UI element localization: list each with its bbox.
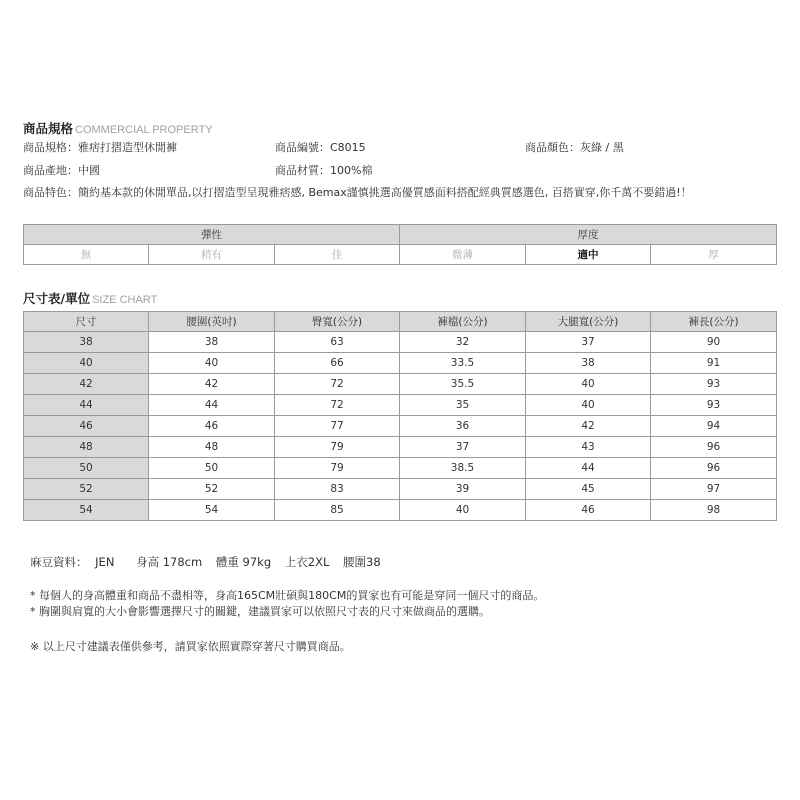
model-info bbox=[30, 554, 391, 570]
size-label-cell: 38 bbox=[24, 332, 149, 353]
elasticity-option: 稍有 bbox=[149, 245, 275, 265]
size-table-body bbox=[24, 332, 777, 521]
size-value-cell: 46 bbox=[526, 500, 651, 521]
size-value-cell: 38 bbox=[149, 332, 275, 353]
size-value-cell: 37 bbox=[400, 437, 526, 458]
size-value-cell: 46 bbox=[149, 416, 275, 437]
size-value-cell: 40 bbox=[149, 353, 275, 374]
size-table-row bbox=[24, 353, 777, 374]
size-value-cell: 52 bbox=[149, 479, 275, 500]
size-value-cell: 93 bbox=[651, 395, 777, 416]
size-value-cell: 44 bbox=[526, 458, 651, 479]
note-line-2: * 胸圍與肩寬的大小會影響選擇尺寸的關鍵，建議買家可以依照尺寸表的尺寸來做商品的選購。 bbox=[30, 605, 490, 618]
spec-code: 商品編號：C8015 bbox=[275, 141, 366, 154]
size-value-cell: 35.5 bbox=[400, 374, 526, 395]
model-top-size: 上衣2XL bbox=[284, 555, 330, 569]
size-table-header-row bbox=[24, 312, 777, 332]
size-value-cell: 72 bbox=[275, 374, 400, 395]
size-value-cell: 33.5 bbox=[400, 353, 526, 374]
model-height: 身高 178cm bbox=[136, 555, 203, 569]
size-table-row bbox=[24, 458, 777, 479]
size-label-cell: 44 bbox=[24, 395, 149, 416]
size-value-cell: 42 bbox=[526, 416, 651, 437]
size-value-cell: 91 bbox=[651, 353, 777, 374]
size-chart-title bbox=[23, 291, 157, 307]
spec-title: 商品規格 bbox=[23, 121, 74, 136]
size-value-cell: 77 bbox=[275, 416, 400, 437]
size-value-cell: 83 bbox=[275, 479, 400, 500]
size-table-row bbox=[24, 500, 777, 521]
size-value-cell: 79 bbox=[275, 458, 400, 479]
hip-header: 臀寬(公分) bbox=[275, 312, 400, 332]
property-table bbox=[23, 224, 777, 265]
size-value-cell: 98 bbox=[651, 500, 777, 521]
size-value-cell: 48 bbox=[149, 437, 275, 458]
spec-origin: 商品產地：中國 bbox=[23, 164, 100, 177]
length-header: 褲長(公分) bbox=[651, 312, 777, 332]
spec-style: 商品規格：雅痞打摺造型休閒褲 bbox=[23, 141, 177, 154]
model-name: JEN bbox=[95, 555, 115, 569]
property-header-row bbox=[24, 225, 777, 245]
size-value-cell: 40 bbox=[526, 374, 651, 395]
size-value-cell: 94 bbox=[651, 416, 777, 437]
size-value-cell: 38 bbox=[526, 353, 651, 374]
spec-color: 商品顏色：灰綠 / 黑 bbox=[525, 141, 624, 154]
rise-header: 褲檔(公分) bbox=[400, 312, 526, 332]
size-value-cell: 38.5 bbox=[400, 458, 526, 479]
size-value-cell: 50 bbox=[149, 458, 275, 479]
size-table-row bbox=[24, 374, 777, 395]
size-table-row bbox=[24, 416, 777, 437]
elasticity-option: 佳 bbox=[275, 245, 400, 265]
thickness-header: 厚度 bbox=[400, 225, 777, 245]
elasticity-header: 彈性 bbox=[24, 225, 400, 245]
size-value-cell: 43 bbox=[526, 437, 651, 458]
size-chart-title-text: 尺寸表/單位 bbox=[23, 291, 91, 306]
size-table bbox=[23, 311, 777, 521]
thickness-option: 厚 bbox=[651, 245, 777, 265]
thickness-option: 微薄 bbox=[400, 245, 526, 265]
waist-header: 腰圍(英吋) bbox=[149, 312, 275, 332]
size-value-cell: 40 bbox=[526, 395, 651, 416]
thigh-header: 大腿寬(公分) bbox=[526, 312, 651, 332]
size-value-cell: 96 bbox=[651, 437, 777, 458]
elasticity-option: 無 bbox=[24, 245, 149, 265]
spec-feature: 商品特色：簡約基本款的休閒單品,以打摺造型呈現雅痞感, Bemax謹慎挑選高優質感面料搭配經典質感選色, 百搭實穿,你千萬不要錯過!！ bbox=[23, 186, 692, 199]
note-line-1: * 每個人的身高體重和商品不盡相等，身高165CM壯碩與180CM的買家也有可能是穿同一個尺寸的商品。 bbox=[30, 589, 545, 602]
size-value-cell: 40 bbox=[400, 500, 526, 521]
size-label-cell: 50 bbox=[24, 458, 149, 479]
size-value-cell: 93 bbox=[651, 374, 777, 395]
spec-section-title bbox=[23, 121, 213, 137]
model-label: 麻豆資料： bbox=[30, 555, 88, 569]
size-header: 尺寸 bbox=[24, 312, 149, 332]
size-value-cell: 85 bbox=[275, 500, 400, 521]
model-weight: 體重 97kg bbox=[215, 555, 272, 569]
size-value-cell: 96 bbox=[651, 458, 777, 479]
size-value-cell: 44 bbox=[149, 395, 275, 416]
size-value-cell: 97 bbox=[651, 479, 777, 500]
size-table-row bbox=[24, 332, 777, 353]
size-label-cell: 52 bbox=[24, 479, 149, 500]
size-label-cell: 54 bbox=[24, 500, 149, 521]
size-value-cell: 90 bbox=[651, 332, 777, 353]
model-waist: 腰圍38 bbox=[343, 555, 381, 569]
size-table-row bbox=[24, 479, 777, 500]
spec-row-1 bbox=[23, 140, 777, 156]
size-label-cell: 42 bbox=[24, 374, 149, 395]
thickness-option-selected: 適中 bbox=[526, 245, 651, 265]
size-value-cell: 35 bbox=[400, 395, 526, 416]
size-value-cell: 45 bbox=[526, 479, 651, 500]
size-label-cell: 46 bbox=[24, 416, 149, 437]
size-value-cell: 54 bbox=[149, 500, 275, 521]
size-value-cell: 42 bbox=[149, 374, 275, 395]
property-options-row bbox=[24, 245, 777, 265]
size-value-cell: 66 bbox=[275, 353, 400, 374]
size-label-cell: 48 bbox=[24, 437, 149, 458]
size-value-cell: 72 bbox=[275, 395, 400, 416]
spec-material: 商品材質：100%棉 bbox=[275, 164, 373, 177]
size-value-cell: 79 bbox=[275, 437, 400, 458]
size-table-row bbox=[24, 437, 777, 458]
note-line-3: ※ 以上尺寸建議表僅供參考，請買家依照實際穿著尺寸購買商品。 bbox=[30, 640, 351, 653]
size-table-row bbox=[24, 395, 777, 416]
size-chart-subtitle: SIZE CHART bbox=[92, 294, 158, 306]
spec-row-2 bbox=[23, 163, 777, 179]
size-value-cell: 36 bbox=[400, 416, 526, 437]
size-value-cell: 63 bbox=[275, 332, 400, 353]
size-label-cell: 40 bbox=[24, 353, 149, 374]
size-value-cell: 37 bbox=[526, 332, 651, 353]
size-value-cell: 39 bbox=[400, 479, 526, 500]
spec-subtitle: COMMERCIAL PROPERTY bbox=[75, 124, 213, 136]
size-value-cell: 32 bbox=[400, 332, 526, 353]
